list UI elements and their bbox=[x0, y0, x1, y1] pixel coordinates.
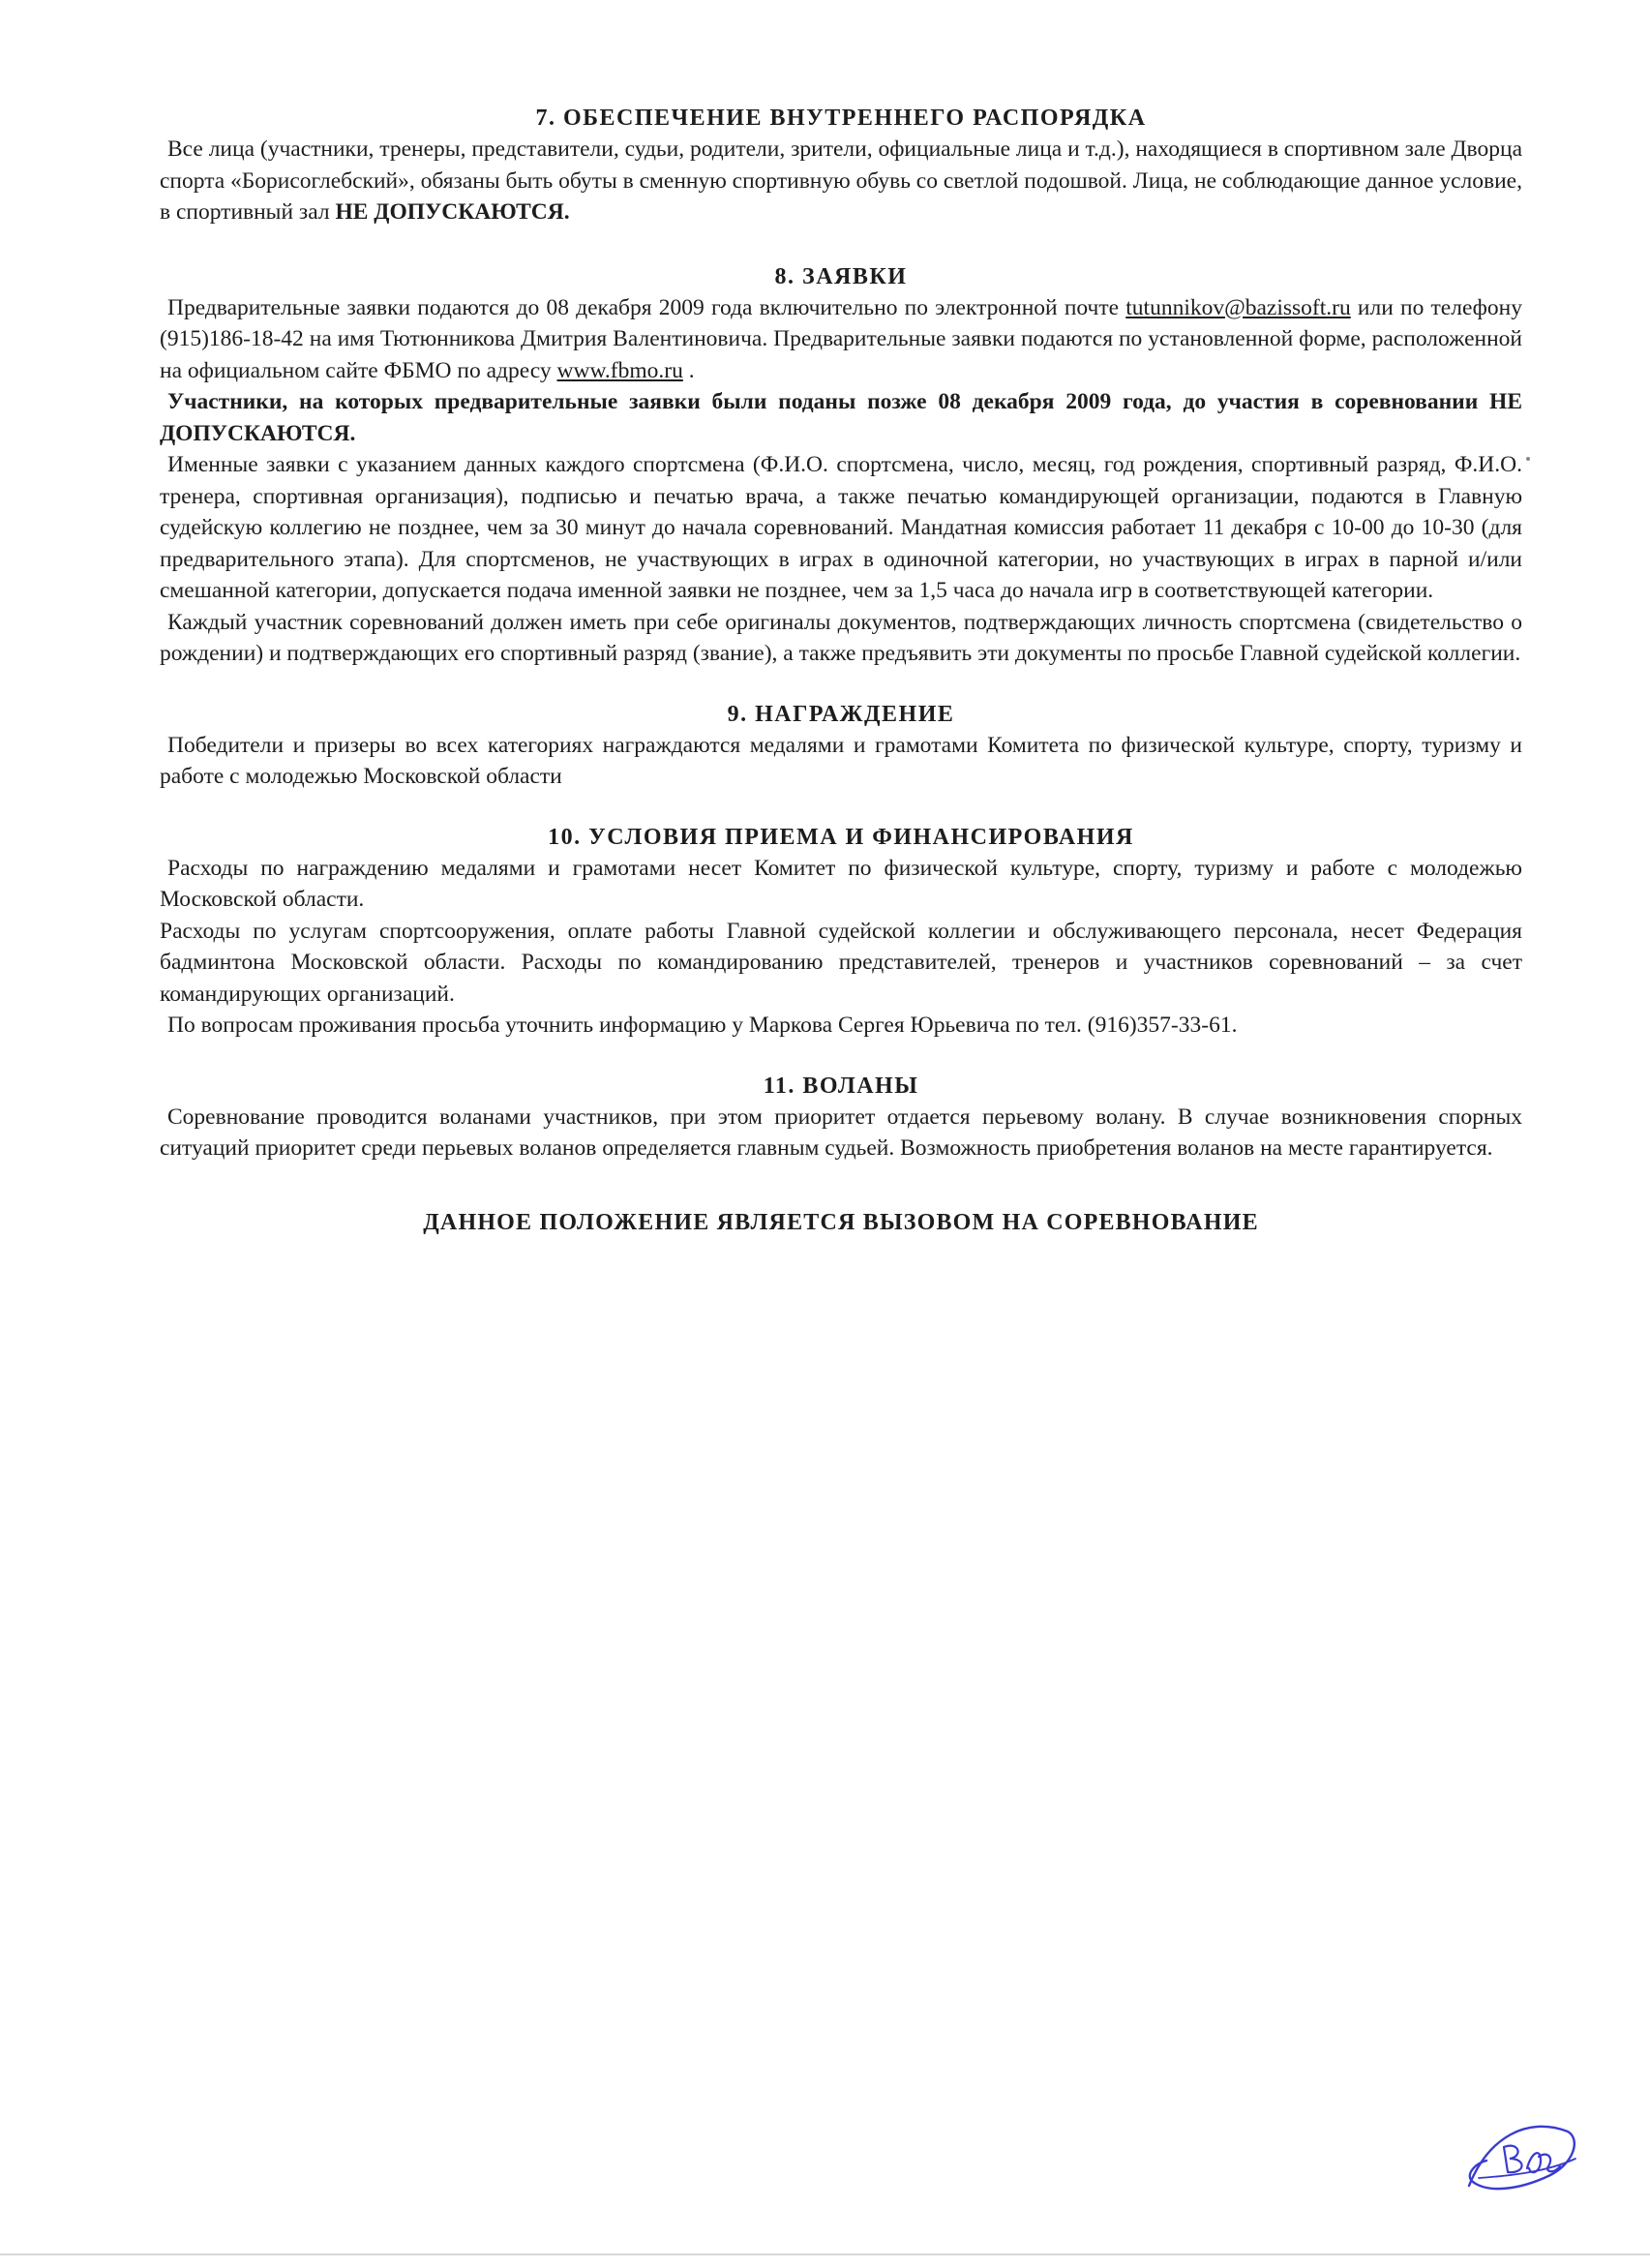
section-10-paragraph-3: По вопросам проживания просьба уточнить информацию у Маркова Сергея Юрьевича по тел. (916)357-33-61. bbox=[167, 1013, 1238, 1038]
section-9-title: 9. НАГРАЖДЕНИЕ bbox=[727, 701, 955, 727]
section-8-text-c: . bbox=[682, 357, 695, 383]
section-11-title: 11. ВОЛАНЫ bbox=[763, 1073, 919, 1099]
section-7-bold-text: НЕ ДОПУСКАЮТСЯ. bbox=[335, 199, 570, 225]
closing-statement: ДАННОЕ ПОЛОЖЕНИЕ ЯВЛЯЕТСЯ ВЫЗОВОМ НА СОРЕВНОВАНИЕ bbox=[423, 1209, 1259, 1235]
section-7-text: Все лица (участники, тренеры, представители, судьи, родители, зрители, официальные лица и т.д.), находящиеся в спортивном зале Дворца спорта «Борисоглебский», обязаны быть обуты в сменную спортивную обувь со светлой подошвой. Лица, не соблюдающие данное условие, в спортивный зал bbox=[160, 136, 1522, 225]
section-8-text-b: или по телефону (915)186-18-42 на имя Тютюнникова Дмитрия Валентиновича. Предварительные заявки подаются по установленной форме, расположенной на официальном сайте ФБМО по адресу bbox=[160, 294, 1522, 383]
handwritten-signature-icon bbox=[1459, 2118, 1583, 2199]
website-link[interactable]: www.fbmo.ru bbox=[556, 357, 683, 383]
section-8-paragraph-3: Именные заявки с указанием данных каждого спортсмена (Ф.И.О. спортсмена, число, месяц, год рождения, спортивный разряд, Ф.И.О. тренера, спортивная организация), подписью и печатью врача, а также печатью командирующей организации, подаются в Главную судейскую коллегию не позднее, чем за 30 минут до начала соревнований. Мандатная комиссия работает 11 декабря с 10-00 до 10-30 (для предварительного этапа). Для спортсменов, не участвующих в играх в одиночной категории, но участвующих в играх в парной и/или смешанной категории, допускается подача именной заявки не позднее, чем за 1,5 часа до начала игр в соответствующей категории. bbox=[160, 452, 1522, 603]
scan-speck bbox=[1526, 457, 1530, 461]
section-9-paragraph: Победители и призеры во всех категориях награждаются медалями и грамотами Комитета по физической культуре, спорту, туризму и работе с молодежью Московской области bbox=[160, 732, 1522, 789]
section-10-paragraph-1: Расходы по награждению медалями и грамотами несет Комитет по физической культуре, спорту, туризму и работе с молодежью Московской области. bbox=[160, 855, 1522, 912]
section-7-title: 7. ОБЕСПЕЧЕНИЕ ВНУТРЕННЕГО РАСПОРЯДКА bbox=[535, 106, 1147, 131]
section-8-text-a: Предварительные заявки подаются до 08 декабря 2009 года включительно по электронной почте bbox=[167, 294, 1126, 320]
scan-edge-line bbox=[0, 2253, 1650, 2255]
section-8-paragraph-2: Участники, на которых предварительные заявки были поданы позже 08 декабря 2009 года, до участия в соревновании НЕ ДОПУСКАЮТСЯ. bbox=[160, 389, 1522, 446]
section-7-paragraph bbox=[160, 134, 1522, 228]
email-link[interactable]: tutunnikov@bazissoft.ru bbox=[1125, 294, 1351, 320]
section-8-paragraph-1 bbox=[160, 292, 1522, 387]
section-8-paragraph-4: Каждый участник соревнований должен иметь при себе оригиналы документов, подтверждающих личность спортсмена (свидетельство о рождении) и подтверждающих его спортивный разряд (звание), а также предъявить эти документы по просьбе Главной судейской коллегии. bbox=[160, 609, 1522, 666]
section-8-title: 8. ЗАЯВКИ bbox=[774, 263, 908, 289]
section-11-paragraph: Соревнование проводится воланами участников, при этом приоритет отдается перьевому волану. В случае возникновения спорных ситуаций приоритет среди перьевых воланов определяется главным судьей. Возможность приобретения воланов на месте гарантируется. bbox=[160, 1104, 1522, 1161]
document-body bbox=[160, 103, 1522, 1238]
section-10-title: 10. УСЛОВИЯ ПРИЕМА И ФИНАНСИРОВАНИЯ bbox=[548, 824, 1134, 850]
section-10-paragraph-2: Расходы по услугам спортсооружения, оплате работы Главной судейской коллегии и обслуживающего персонала, несет Федерация бадминтона Московской области. Расходы по командированию представителей, тренеров и участников соревнований – за счет командирующих организаций. bbox=[160, 918, 1522, 1007]
